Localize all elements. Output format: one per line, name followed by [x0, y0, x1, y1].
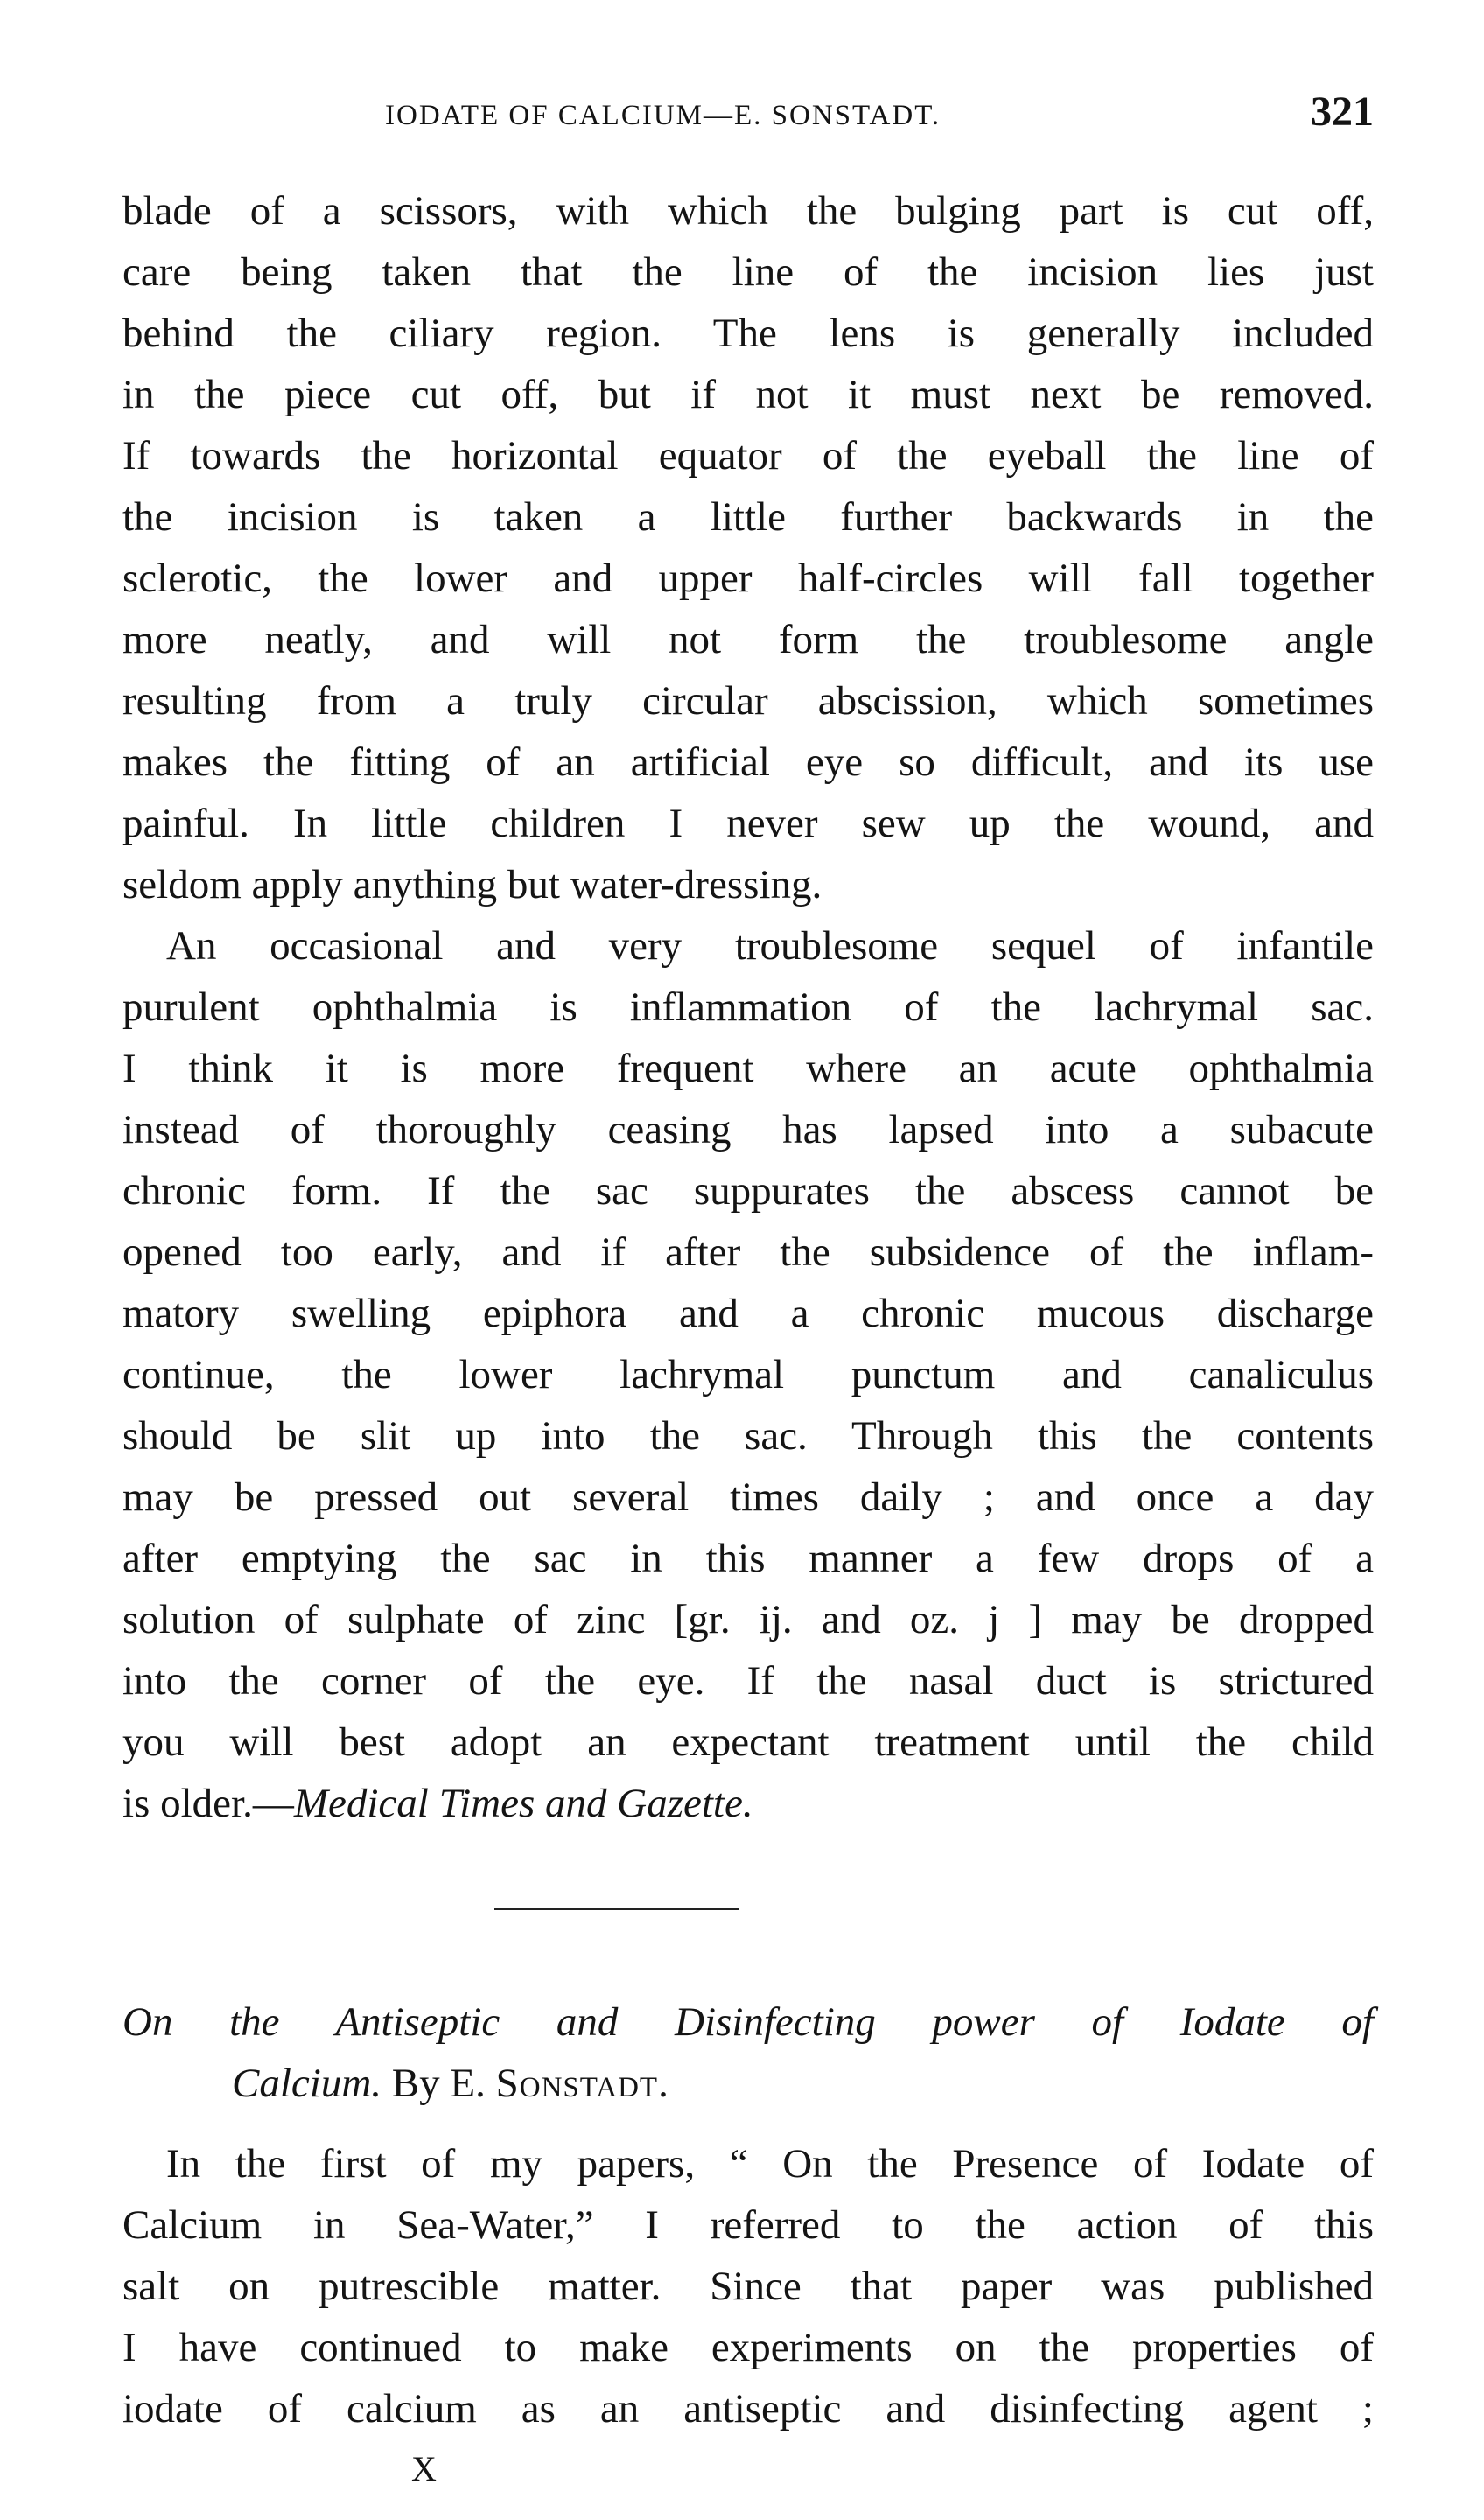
text-line: behind the ciliary region. The lens is generally included: [122, 311, 1374, 356]
text-line: If towards the horizontal equator of the eyeball the line of: [122, 433, 1374, 479]
article-title: [122, 1992, 1374, 2114]
article-title-line: [122, 2053, 1374, 2114]
article-title-end: Calcium.: [232, 2061, 382, 2106]
text-line: resulting from a truly circular abscission, which sometimes: [122, 678, 1374, 724]
text-line: chronic form. If the sac suppurates the abscess cannot be: [122, 1168, 1374, 1214]
text-line: I have continued to make experiments on the properties of: [122, 2325, 1374, 2370]
text-line: In the first of my papers, “ On the Presence of Iodate of: [166, 2141, 1374, 2187]
text-line: into the corner of the eye. If the nasal duct is strictured: [122, 1658, 1374, 1704]
text-line: seldom apply anything but water-dressing.: [122, 862, 822, 907]
text-line: [122, 1773, 1374, 1834]
paragraph-continued: [122, 180, 1374, 915]
text-line: purulent ophthalmia is inflammation of the lachrymal sac.: [122, 984, 1374, 1030]
text-line: care being taken that the line of the incision lies just: [122, 249, 1374, 295]
text-line: I think it is more frequent where an acute ophthalmia: [122, 1046, 1374, 1091]
text-line: blade of a scissors, with which the bulging part is cut off,: [122, 188, 1374, 234]
text-line: Calcium in Sea-Water,” I referred to the action of this: [122, 2202, 1374, 2248]
text-line: continue, the lower lachrymal punctum and canaliculus: [122, 1352, 1374, 1397]
text-fragment: is older.—: [122, 1781, 294, 1826]
text-line: makes the fitting of an artificial eye so difficult, and its use: [122, 739, 1374, 785]
text-line: salt on putrescible matter. Since that paper was published: [122, 2264, 1374, 2309]
byline-by: By E.: [391, 2061, 486, 2106]
text-line: An occasional and very troublesome sequel of infantile: [166, 923, 1374, 969]
citation: Medical Times and Gazette.: [293, 1781, 753, 1826]
byline-author: Sonstadt.: [495, 2061, 669, 2106]
text-line: should be slit up into the sac. Through this the contents: [122, 1413, 1374, 1459]
text-line: painful. In little children I never sew up the wound, and: [122, 801, 1374, 846]
text-line: solution of sulphate of zinc [gr. ij. and oz. j ] may be dropped: [122, 1597, 1374, 1642]
paragraph-lachrymal: [122, 915, 1374, 1834]
article-title-line: On the Antiseptic and Disinfecting power of Iodate of: [122, 1999, 1374, 2045]
text-line: matory swelling epiphora and a chronic mucous discharge: [122, 1291, 1374, 1336]
text-line: sclerotic, the lower and upper half-circles will fall together: [122, 556, 1374, 601]
paragraph-iodate: [122, 2133, 1374, 2440]
text-line: more neatly, and will not form the troublesome angle: [122, 617, 1374, 662]
text-line: in the piece cut off, but if not it must next be removed.: [122, 372, 1374, 417]
text-line: you will best adopt an expectant treatment until the child: [122, 1719, 1374, 1765]
signature-mark: X: [411, 2449, 437, 2488]
text-line: opened too early, and if after the subsidence of the inflam-: [122, 1229, 1374, 1275]
text-line: after emptying the sac in this manner a few drops of a: [122, 1536, 1374, 1581]
running-title: IODATE OF CALCIUM—E. SONSTADT.: [385, 100, 942, 131]
text-line: iodate of calcium as an antiseptic and disinfecting agent ;: [122, 2386, 1374, 2432]
running-head: [122, 88, 1374, 140]
section-divider: [494, 1908, 739, 1910]
text-line: may be pressed out several times daily ; and once a day: [122, 1474, 1374, 1520]
text-line: the incision is taken a little further backwards in the: [122, 494, 1374, 540]
text-line: instead of thoroughly ceasing has lapsed into a subacute: [122, 1107, 1374, 1152]
page-number: 321: [1311, 88, 1374, 135]
